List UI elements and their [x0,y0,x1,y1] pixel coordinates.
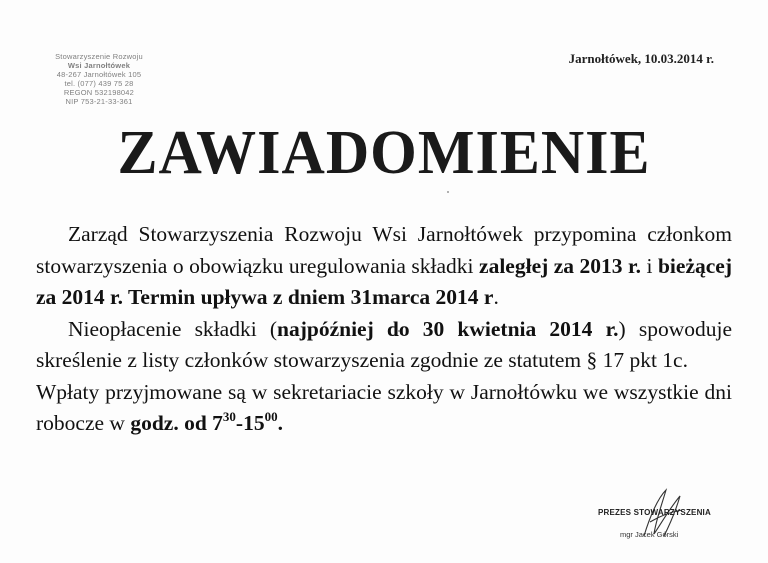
bold-run [130,411,283,435]
paragraph-payment [36,377,732,440]
document-title: ZAWIADOMIENIE [117,117,651,187]
paragraph-reminder [36,219,732,314]
paragraph-consequence [36,314,732,377]
bold-run: bieżącej za 2014 r. Termin upływa z dniem 31marca 2014 r [36,253,732,309]
text-run: Nieopłacenie składki ( [68,316,277,341]
notice-body [36,219,732,440]
signer-name: mgr Jacek Górski [620,530,679,539]
stamp-line: Wsi Jarnołtówek [67,61,131,70]
superscript: 30 [222,409,236,424]
bold-run: zaległej za 2013 r. [479,253,641,278]
text-run: . [493,285,499,309]
stamp-line: Stowarzyszenie Rozwoju [55,52,143,61]
text-run: Zarząd Stowarzyszenia Rozwoju Wsi Jarnołtówek przypomina członkom stowarzyszenia o obowiązku uregulowania składki [36,222,732,278]
text-run: i [641,253,658,278]
text-run: godz. od 7 [130,411,223,435]
stamp-line: 48-267 Jarnołtówek 105 [56,70,142,79]
organization-stamp [40,52,158,106]
signature-block [598,490,711,550]
signer-role: PREZES STOWARZYSZENIA [598,508,711,517]
text-run: Wpłaty przyjmowane są w sekretariacie szkoły w Jarnołtówku we wszystkie dni robocze w [36,379,732,435]
stamp-line: NIP 753-21-33-361 [65,97,133,106]
bold-run: najpóźniej do 30 kwietnia 2014 r. [277,316,619,341]
stamp-line: tel. (077) 439 75 28 [64,79,134,88]
text-run: ) spowoduje skreślenie z listy członków stowarzyszenia zgodnie ze statutem § 17 pkt 1c. [36,316,732,372]
superscript: 00 [264,409,278,424]
text-run: -15 [235,411,265,435]
document-date: Jarnołtówek, 10.03.2014 r. [568,51,714,66]
text-run: . [277,411,283,435]
scan-speck [447,191,449,193]
stamp-line: REGON 532198042 [63,88,135,97]
